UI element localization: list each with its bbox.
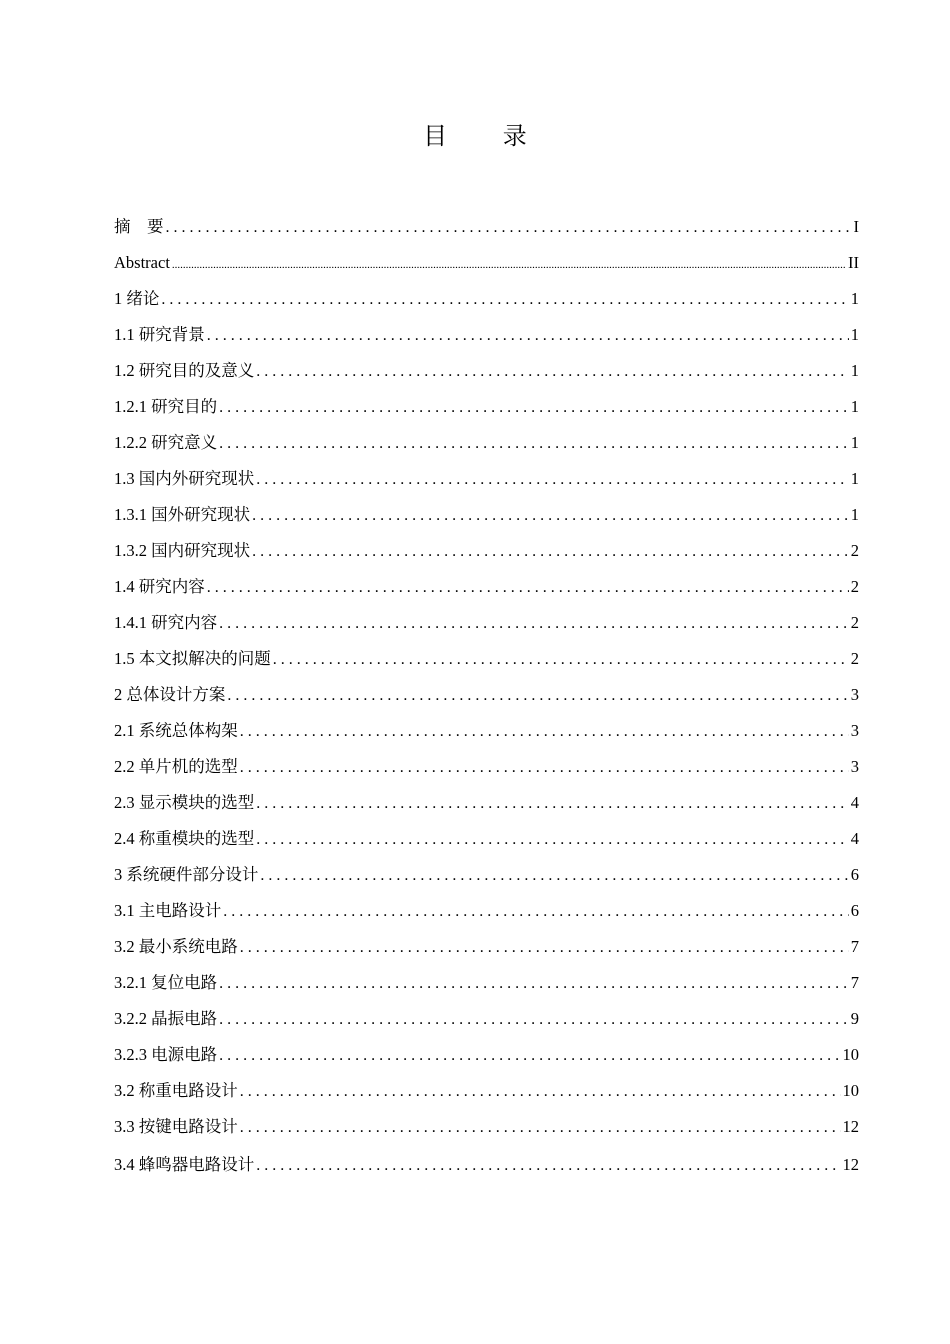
toc-entry[interactable] xyxy=(114,1037,859,1073)
toc-leader-dots xyxy=(256,462,849,498)
toc-entry-page: 10 xyxy=(842,1081,859,1100)
toc-entry-label: 1.3.2 国内研究现状 xyxy=(114,541,251,560)
toc-entry-page: 1 xyxy=(850,397,859,416)
toc-entry[interactable] xyxy=(114,533,859,569)
toc-leader-dots xyxy=(219,966,849,1002)
toc-entry-page: 3 xyxy=(850,721,859,740)
toc-entry[interactable] xyxy=(114,641,859,677)
toc-entry-label: 3.2 最小系统电路 xyxy=(114,937,238,956)
toc-entry-label: 1.4 研究内容 xyxy=(114,577,205,596)
toc-entry-page: I xyxy=(853,217,859,236)
toc-entry-page: 12 xyxy=(842,1155,859,1174)
toc-leader-dots xyxy=(240,714,849,750)
toc-entry-page: 2 xyxy=(850,541,859,560)
toc-entry[interactable] xyxy=(114,317,859,353)
toc-entry-label: 摘 要 xyxy=(114,217,164,236)
toc-entry[interactable] xyxy=(114,929,859,965)
toc-entry-page: 3 xyxy=(850,685,859,704)
toc-entry[interactable] xyxy=(114,1073,859,1109)
toc-leader-dots xyxy=(256,1148,840,1184)
toc-entry-label: 1.2.1 研究目的 xyxy=(114,397,218,416)
toc-leader-dots xyxy=(219,426,849,462)
toc-entry-label: 1.4.1 研究内容 xyxy=(114,613,218,632)
toc-leader-dots xyxy=(219,390,849,426)
toc-entry-label: 2.1 系统总体构架 xyxy=(114,721,238,740)
toc-entry-label: Abstract xyxy=(114,253,170,272)
toc-entry-page: 1 xyxy=(850,361,859,380)
toc-entry[interactable] xyxy=(114,605,859,641)
toc-entry-page: 6 xyxy=(850,865,859,884)
toc-entry-label: 1.5 本文拟解决的问题 xyxy=(114,649,271,668)
toc-entry-page: 2 xyxy=(850,613,859,632)
toc-entry[interactable] xyxy=(114,677,859,713)
toc-entry[interactable] xyxy=(114,389,859,425)
toc-entry-label: 3 系统硬件部分设计 xyxy=(114,865,259,884)
toc-leader-dots xyxy=(256,354,849,390)
toc-leader-dots xyxy=(252,498,849,534)
toc-entry[interactable] xyxy=(114,569,859,605)
toc-leader-dots xyxy=(227,678,848,714)
toc-entry-label: 3.2.1 复位电路 xyxy=(114,973,218,992)
toc-entry[interactable] xyxy=(114,857,859,893)
toc-leader-dots xyxy=(240,750,849,786)
toc-entry-page: 3 xyxy=(850,757,859,776)
toc-entry-page: 7 xyxy=(850,937,859,956)
toc-entry[interactable] xyxy=(114,497,859,533)
toc-entry-page: 12 xyxy=(842,1117,859,1136)
toc-entry-page: 10 xyxy=(842,1045,859,1064)
toc-entry[interactable] xyxy=(114,785,859,821)
toc-entry-label: 2 总体设计方案 xyxy=(114,685,226,704)
toc-entry-page: 2 xyxy=(850,577,859,596)
toc-leader-dots xyxy=(166,210,852,246)
toc-leader-dots xyxy=(219,1002,849,1038)
toc-leader-dots xyxy=(252,534,849,570)
toc-entry[interactable] xyxy=(114,353,859,389)
page-title: 目 录 xyxy=(423,122,551,150)
toc-entry-page: 9 xyxy=(850,1009,859,1028)
toc-entry-page: 1 xyxy=(850,289,859,308)
toc-entry[interactable] xyxy=(114,1147,859,1183)
toc-entry-label: 2.4 称重模块的选型 xyxy=(114,829,255,848)
toc-entry-page: 6 xyxy=(850,901,859,920)
toc-entry[interactable] xyxy=(114,1109,859,1145)
toc-leader-dots xyxy=(223,894,849,930)
table-of-contents xyxy=(114,209,859,1183)
toc-leader-dots xyxy=(207,570,849,606)
toc-entry-page: 1 xyxy=(850,505,859,524)
toc-entry-page: 1 xyxy=(850,469,859,488)
toc-entry-label: 3.2 称重电路设计 xyxy=(114,1081,238,1100)
toc-entry-label: 1.1 研究背景 xyxy=(114,325,205,344)
toc-entry-page: 1 xyxy=(850,325,859,344)
toc-entry-label: 3.1 主电路设计 xyxy=(114,901,222,920)
toc-entry[interactable] xyxy=(114,1001,859,1037)
toc-entry[interactable] xyxy=(114,965,859,1001)
toc-entry-page: 4 xyxy=(850,793,859,812)
toc-leader-dots xyxy=(161,282,848,318)
toc-entry-page: 7 xyxy=(850,973,859,992)
toc-entry[interactable] xyxy=(114,713,859,749)
toc-entry-page: 2 xyxy=(850,649,859,668)
toc-leader-dots xyxy=(256,822,849,858)
toc-entry-label: 3.3 按键电路设计 xyxy=(114,1117,238,1136)
toc-leader-dots xyxy=(219,606,849,642)
toc-leader-dots xyxy=(240,1110,841,1146)
toc-entry[interactable] xyxy=(114,209,859,245)
toc-entry-label: 2.2 单片机的选型 xyxy=(114,757,238,776)
toc-leader-dots xyxy=(219,1038,840,1074)
toc-entry[interactable] xyxy=(114,461,859,497)
toc-entry-label: 1.3 国内外研究现状 xyxy=(114,469,255,488)
toc-entry-label: 3.4 蜂鸣器电路设计 xyxy=(114,1155,255,1174)
toc-entry-page: II xyxy=(848,253,859,272)
toc-entry[interactable] xyxy=(114,425,859,461)
toc-leader-dots xyxy=(240,1074,841,1110)
toc-entry-label: 2.3 显示模块的选型 xyxy=(114,793,255,812)
toc-entry-label: 1 绪论 xyxy=(114,289,160,308)
toc-entry[interactable] xyxy=(114,281,859,317)
toc-leader-dots xyxy=(273,642,849,678)
toc-leader-dots xyxy=(260,858,848,894)
toc-entry-label: 1.3.1 国外研究现状 xyxy=(114,505,251,524)
toc-entry[interactable] xyxy=(114,245,859,281)
toc-entry[interactable] xyxy=(114,749,859,785)
toc-entry[interactable] xyxy=(114,893,859,929)
toc-entry-label: 1.2.2 研究意义 xyxy=(114,433,218,452)
toc-leader-dots xyxy=(207,318,849,354)
toc-leader-dots xyxy=(256,786,849,822)
toc-entry-label: 3.2.2 晶振电路 xyxy=(114,1009,218,1028)
toc-entry-label: 3.2.3 电源电路 xyxy=(114,1045,218,1064)
toc-leader-dots xyxy=(240,930,849,966)
toc-entry-label: 1.2 研究目的及意义 xyxy=(114,361,255,380)
toc-entry-page: 1 xyxy=(850,433,859,452)
toc-leader-dots xyxy=(172,246,846,283)
toc-entry-page: 4 xyxy=(850,829,859,848)
toc-entry[interactable] xyxy=(114,821,859,857)
